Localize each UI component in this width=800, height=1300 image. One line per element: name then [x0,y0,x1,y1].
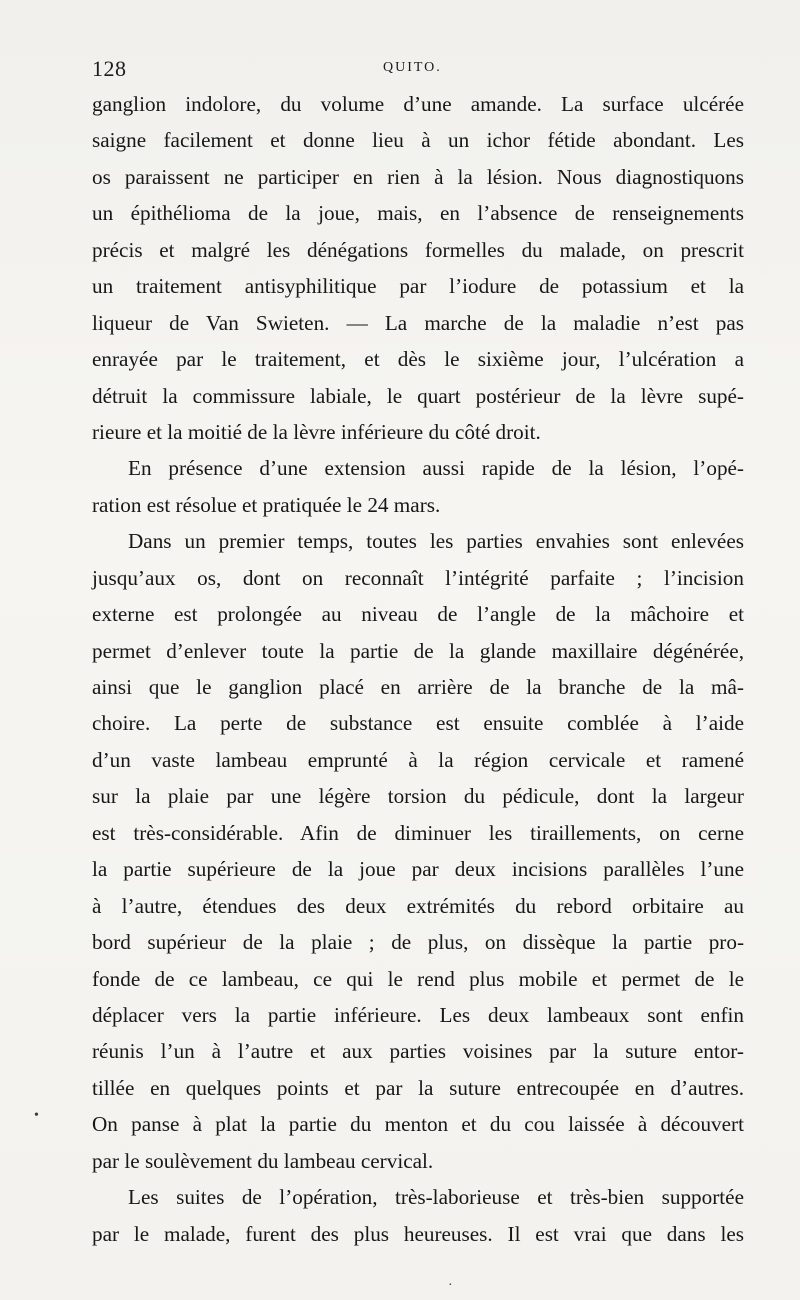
page-number: 128 [92,56,127,81]
text-line: Dans un premier temps, toutes les parties envahies sont enlevées [128,529,744,554]
text-line: rieure et la moitié de la lèvre inférieure du côté droit. [92,419,541,444]
text-line: liqueur de Van Swieten. — La marche de la maladie n’est pas [92,310,744,335]
text-line: déplacer vers la partie inférieure. Les deux lambeaux sont enfin [92,1002,744,1027]
text-line: fonde de ce lambeau, ce qui le rend plus mobile et permet de le [92,966,744,991]
text-line: choire. La perte de substance est ensuite comblée à l’aide [92,711,744,736]
text-line: permet d’enlever toute la partie de la glande maxillaire dégénérée, [92,638,744,663]
text-line: Les suites de l’opération, très-laborieuse et très-bien supportée [128,1185,744,1210]
body-text [92,86,744,1252]
text-line: est très-considérable. Afin de diminuer les tiraillements, on cerne [92,820,744,845]
text-line: par le malade, furent des plus heureuses. Il est vrai que dans les [92,1221,744,1246]
text-line: tillée en quelques points et par la suture entrecoupée en d’autres. [92,1075,744,1100]
text-line: à l’autre, étendues des deux extrémités du rebord orbitaire au [92,893,744,918]
margin-speck: • [34,1108,39,1123]
text-line: la partie supérieure de la joue par deux incisions parallèles l’une [92,857,744,882]
text-line: ganglion indolore, du volume d’une amande. La surface ulcérée [92,92,744,116]
text-line: externe est prolongée au niveau de l’angle de la mâchoire et [92,602,744,627]
text-line: précis et malgré les dénégations formelles du malade, on prescrit [92,237,744,262]
text-line: enrayée par le traitement, et dès le sixième jour, l’ulcération a [92,347,744,372]
text-line: détruit la commissure labiale, le quart postérieur de la lèvre supé- [92,383,744,408]
text-line: sur la plaie par une légère torsion du pédicule, dont la largeur [92,784,744,809]
text-line: jusqu’aux os, dont on reconnaît l’intégrité parfaite ; l’incision [92,565,744,590]
text-line: On panse à plat la partie du menton et du cou laissée à découvert [92,1112,744,1137]
text-line: os paraissent ne participer en rien à la lésion. Nous diagnostiquons [92,164,744,189]
text-line: En présence d’une extension aussi rapide de la lésion, l’opé- [128,456,744,481]
text-line: un traitement antisyphilitique par l’iodure de potassium et la [92,274,744,299]
text-line: un épithélioma de la joue, mais, en l’absence de renseignements [92,201,744,226]
text-line: ration est résolue et pratiquée le 24 mars. [92,492,441,517]
page-header [92,52,742,86]
running-head: QUITO. [383,60,442,75]
text-line: d’un vaste lambeau emprunté à la région cervicale et ramené [92,747,744,772]
text-line: saigne facilement et donne lieu à un ichor fétide abondant. Les [92,128,744,153]
text-line: par le soulèvement du lambeau cervical. [92,1148,434,1173]
bottom-speck: · [448,1278,453,1293]
text-line: réunis l’un à l’autre et aux parties voisines par la suture entor- [92,1039,744,1064]
text-line: bord supérieur de la plaie ; de plus, on dissèque la partie pro- [92,930,744,955]
text-line: ainsi que le ganglion placé en arrière de la branche de la mâ- [92,675,744,699]
